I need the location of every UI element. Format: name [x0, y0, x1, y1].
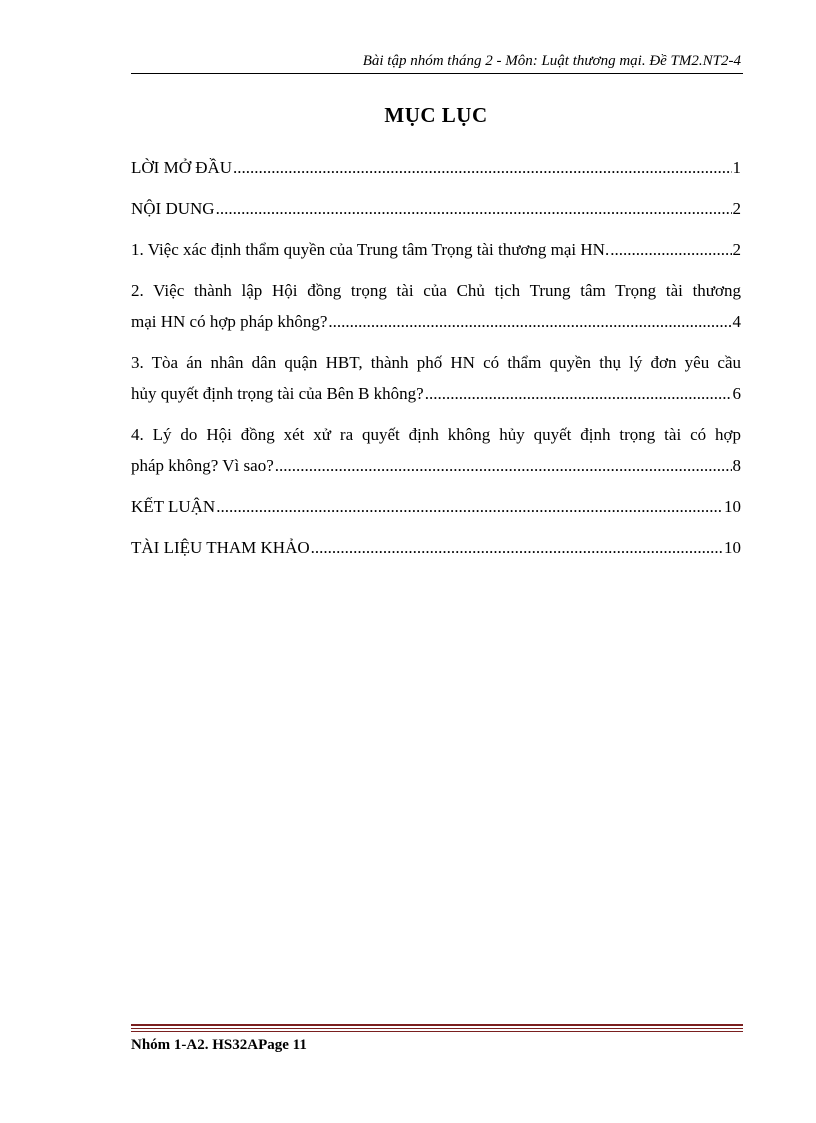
- toc-entry-label-line-1: 2. Việc thành lập Hội đồng trọng tài của Chủ tịch Trung tâm Trọng tài thương: [131, 281, 741, 300]
- toc-entry-section-2[interactable]: [131, 275, 741, 337]
- toc-page-number: 4: [732, 312, 741, 331]
- toc-entry-section-1[interactable]: [131, 234, 741, 265]
- toc-entry-label: TÀI LIỆU THAM KHẢO: [131, 538, 310, 557]
- toc-page-number: 8: [732, 456, 741, 475]
- toc-entry-label: 1. Việc xác định thẩm quyền của Trung tâm Trọng tài thương mại HN.: [131, 240, 610, 259]
- toc-page-number: 10: [724, 497, 741, 516]
- running-header: Bài tập nhóm tháng 2 - Môn: Luật thương mại. Đề TM2.NT2-4: [362, 53, 741, 69]
- toc-entry-section-3[interactable]: [131, 347, 741, 409]
- toc-leader-dots: [311, 532, 723, 563]
- toc-entry-references[interactable]: [131, 532, 741, 563]
- footer-rule-thick: [131, 1024, 743, 1026]
- toc-entry-section-4[interactable]: [131, 419, 741, 481]
- toc-entry-label-line-1: 4. Lý do Hội đồng xét xử ra quyết định không hủy quyết định trọng tài có hợp: [131, 425, 741, 444]
- toc-leader-dots: [425, 378, 732, 409]
- toc-entry-label-line-1: 3. Tòa án nhân dân quận HBT, thành phố HN có thẩm quyền thụ lý đơn yêu cầu: [131, 353, 741, 372]
- page-title: MỤC LỤC: [384, 103, 488, 127]
- toc-entry-conclusion[interactable]: [131, 491, 741, 522]
- page-footer: Nhóm 1-A2. HS32APage 11: [131, 1037, 307, 1053]
- toc-entry-label: KẾT LUẬN: [131, 497, 216, 516]
- toc-leader-dots: [233, 152, 731, 183]
- toc-page-number: 10: [724, 538, 741, 557]
- toc-entry-label: LỜI MỞ ĐẦU: [131, 158, 233, 177]
- toc-leader-dots: [216, 193, 732, 224]
- toc-page-number: 2: [732, 199, 741, 218]
- toc-entry-intro[interactable]: [131, 152, 741, 183]
- toc-entry-label: NỘI DUNG: [131, 199, 215, 218]
- toc-entry-label-line-2: pháp không? Vì sao?: [131, 456, 274, 475]
- toc-leader-dots: [216, 491, 723, 522]
- table-of-contents: [131, 152, 741, 563]
- toc-entry-label-line-2: mại HN có hợp pháp không?: [131, 312, 328, 331]
- toc-page-number: 6: [732, 384, 741, 403]
- footer-rule-thin: [131, 1031, 743, 1032]
- toc-entry-label-line-2: hủy quyết định trọng tài của Bên B không?: [131, 384, 424, 403]
- footer-rule-thin: [131, 1028, 743, 1029]
- toc-entry-content[interactable]: [131, 193, 741, 224]
- toc-page-number: 2: [732, 240, 741, 259]
- toc-leader-dots: [610, 234, 731, 265]
- toc-leader-dots: [328, 306, 731, 337]
- toc-leader-dots: [275, 450, 732, 481]
- toc-page-number: 1: [732, 158, 741, 177]
- header-rule: [131, 73, 743, 74]
